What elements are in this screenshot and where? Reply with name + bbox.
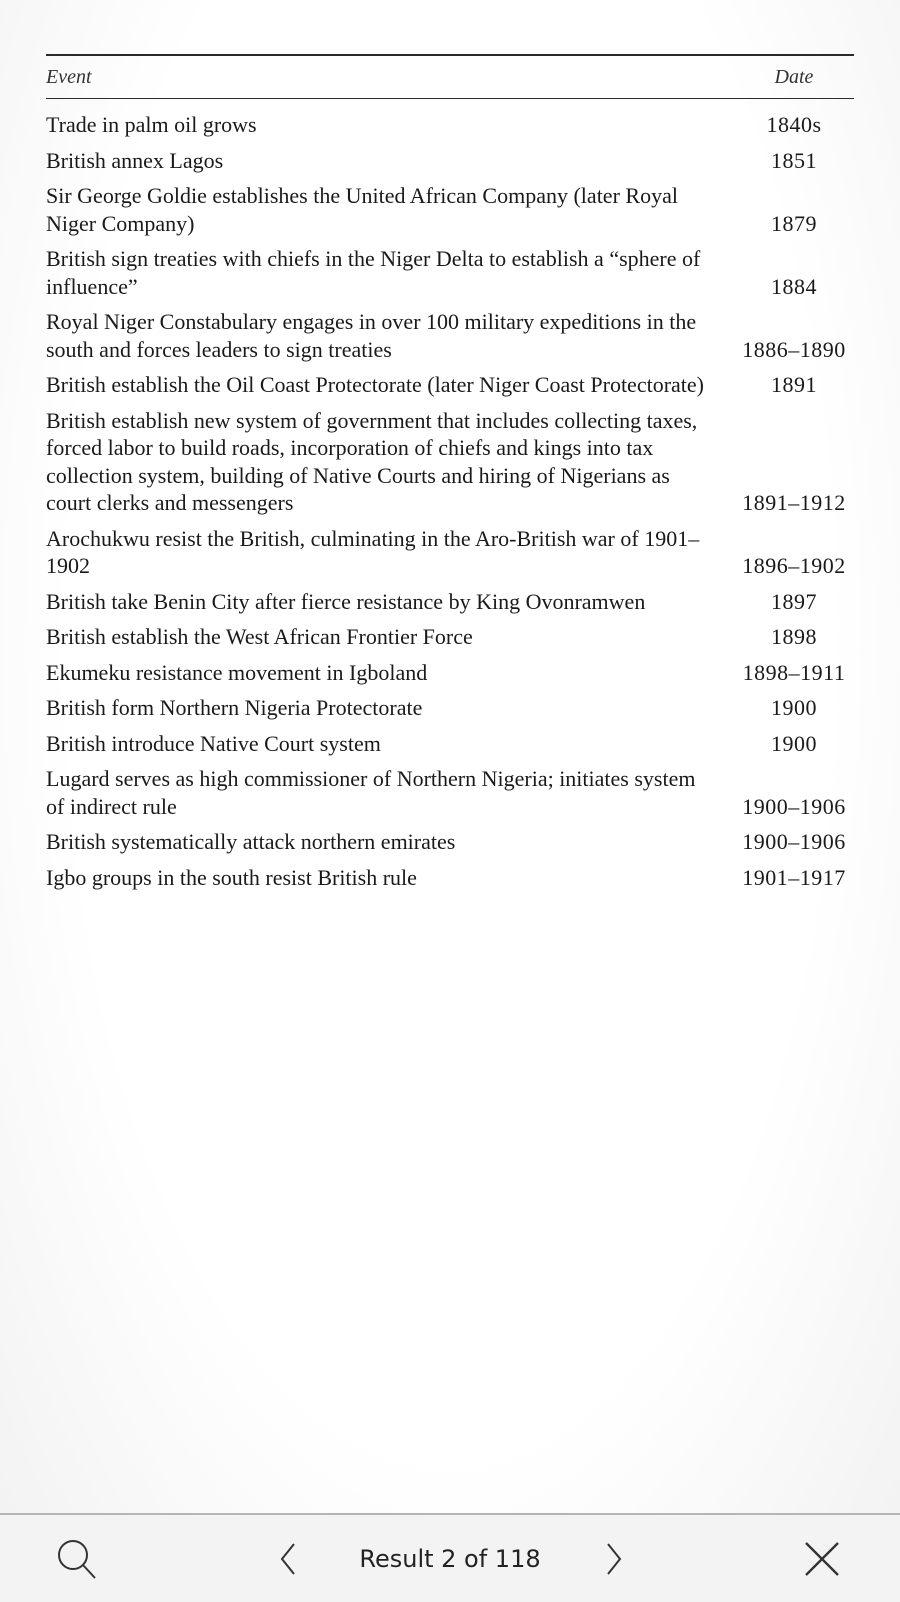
search-button[interactable] xyxy=(52,1515,102,1602)
table-row xyxy=(46,584,854,620)
event-cell: Arochukwu resist the British, culminating in the Aro-British war of 1901–1902 xyxy=(46,525,700,578)
event-cell: British take Benin City after fierce resistance by King Ovonramwen xyxy=(46,588,646,614)
date-cell: 1840s xyxy=(766,112,822,137)
table-header xyxy=(46,56,854,98)
date-cell: 1900–1906 xyxy=(742,793,846,819)
event-cell: Lugard serves as high commissioner of Northern Nigeria; initiates system of indirect rule xyxy=(46,766,696,819)
table-row xyxy=(46,403,854,521)
table-row xyxy=(46,619,854,655)
event-cell: Trade in palm oil grows xyxy=(46,112,257,137)
date-cell: 1901–1917 xyxy=(742,864,846,890)
table-row xyxy=(46,241,854,304)
date-cell: 1898–1911 xyxy=(742,659,846,685)
event-cell: Ekumeku resistance movement in Igboland xyxy=(46,659,428,685)
table-row xyxy=(46,143,854,179)
timeline-table xyxy=(46,54,854,895)
event-cell: British annex Lagos xyxy=(46,147,224,173)
date-cell: 1886–1890 xyxy=(742,336,846,362)
event-cell: Sir George Goldie establishes the United African Company (later Royal Niger Company) xyxy=(46,183,678,236)
table-row xyxy=(46,304,854,367)
event-cell: Royal Niger Constabulary engages in over 100 military expeditions in the south and forces leaders to sign treaties xyxy=(46,309,697,362)
event-cell: British sign treaties with chiefs in the Niger Delta to establish a “sphere of influence” xyxy=(46,246,701,299)
next-result-button[interactable] xyxy=(594,1515,634,1602)
date-cell: 1884 xyxy=(771,273,817,299)
date-cell: 1898 xyxy=(771,624,817,649)
event-cell: British introduce Native Court system xyxy=(46,730,381,756)
event-cell: Igbo groups in the south resist British rule xyxy=(46,864,417,890)
table-row xyxy=(46,690,854,726)
search-icon xyxy=(55,1537,99,1581)
date-cell: 1897 xyxy=(771,588,817,614)
event-cell: British establish new system of government that includes collecting taxes, forced labor to build roads, incorporation of chiefs and kings into tax collection system, building of Native Courts and hiring of Nigerians as court clerks and messengers xyxy=(46,407,698,515)
table-row xyxy=(46,367,854,403)
table-row xyxy=(46,726,854,762)
date-cell: 1900 xyxy=(771,730,817,756)
result-counter: Result 2 of 118 xyxy=(359,1544,541,1573)
chevron-right-icon xyxy=(604,1542,624,1576)
table-row xyxy=(46,107,854,143)
close-button[interactable] xyxy=(800,1515,844,1602)
table-row xyxy=(46,824,854,860)
header-event: Event xyxy=(46,65,92,88)
chevron-left-icon xyxy=(278,1542,298,1576)
date-cell: 1896–1902 xyxy=(742,553,846,578)
date-cell: 1879 xyxy=(771,210,817,236)
table-header-rule xyxy=(46,98,854,99)
header-date: Date xyxy=(774,65,814,88)
date-cell: 1900 xyxy=(771,695,817,720)
table-row xyxy=(46,761,854,824)
event-cell: British form Northern Nigeria Protectorate xyxy=(46,695,423,720)
search-results-bar xyxy=(0,1513,900,1602)
table-row xyxy=(46,655,854,691)
event-cell: British establish the West African Frontier Force xyxy=(46,624,473,649)
date-cell: 1900–1906 xyxy=(742,829,846,854)
date-cell: 1891 xyxy=(771,372,817,397)
previous-result-button[interactable] xyxy=(268,1515,308,1602)
date-cell: 1851 xyxy=(771,147,817,173)
event-cell: British systematically attack northern emirates xyxy=(46,829,456,854)
event-cell: British establish the Oil Coast Protectorate (later Niger Coast Protectorate) xyxy=(46,372,704,397)
table-row xyxy=(46,521,854,584)
date-cell: 1891–1912 xyxy=(742,490,846,515)
close-icon xyxy=(804,1541,840,1577)
table-row xyxy=(46,178,854,241)
table-row xyxy=(46,860,854,896)
table-body xyxy=(46,107,854,895)
